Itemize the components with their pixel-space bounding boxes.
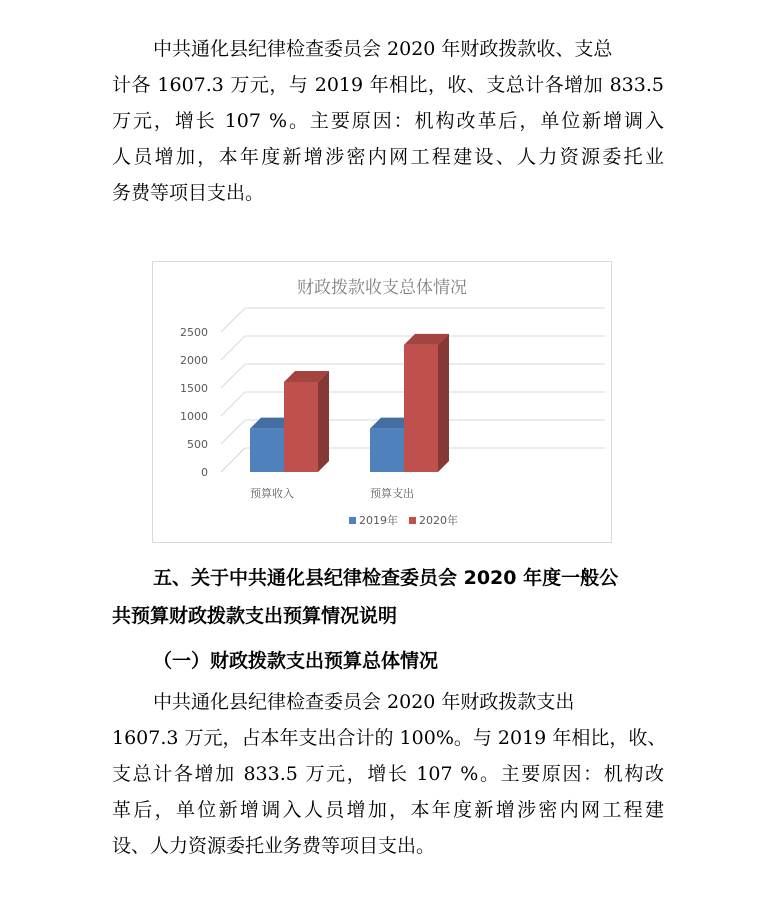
bar-front <box>250 429 284 472</box>
section-heading-line: 五、关于中共通化县纪律检查委员会 2020 年度一般公 <box>153 567 619 589</box>
paragraph-line: 1607.3 万元，占本年支出合计的 100%。与 2019 年相比，收、 <box>112 727 667 749</box>
chart-frame <box>152 261 612 543</box>
subsection-title: （一）财政拨款支出预算总体情况 <box>153 650 439 672</box>
bar-front <box>284 382 318 472</box>
y-tick-label: 500 <box>187 438 208 451</box>
subsection-heading <box>153 643 438 679</box>
legend-label: 2019年 <box>359 514 398 527</box>
x-category-label: 预算支出 <box>370 487 414 500</box>
legend-swatch <box>349 517 356 524</box>
section-heading-line: 共预算财政拨款支出预算情况说明 <box>112 605 398 627</box>
bar-2020 <box>284 371 329 472</box>
bar-2020 <box>404 334 449 472</box>
section-heading-continued <box>112 598 397 634</box>
paragraph-line: 中共通化县纪律检查委员会 2020 年财政拨款收、支总 <box>153 38 613 60</box>
bar-side <box>318 371 329 472</box>
legend-swatch <box>409 517 416 524</box>
gridline <box>221 308 605 332</box>
paragraph-line: 务费等项目支出。 <box>112 182 265 204</box>
paragraph-line: 中共通化县纪律检查委员会 2020 年财政拨款支出 <box>153 691 575 713</box>
paragraph-line: 支总计各增加 833.5 万元，增长 107 %。主要原因：机构改 <box>112 763 664 785</box>
x-category-label: 预算收入 <box>250 487 294 500</box>
paragraph-line: 设、人力资源委托业务费等项目支出。 <box>112 835 436 857</box>
bar-front <box>404 345 438 472</box>
paragraph-expenditure <box>112 684 667 864</box>
y-tick-label: 1000 <box>180 410 208 423</box>
paragraph-line: 革后，单位新增调入人员增加，本年度新增涉密内网工程建 <box>112 799 664 821</box>
y-tick-label: 0 <box>201 466 208 479</box>
paragraph-line: 万元，增长 107 %。主要原因：机构改革后，单位新增调入 <box>112 110 664 132</box>
bar-front <box>370 429 404 472</box>
section-heading <box>153 560 618 596</box>
y-tick-label: 2000 <box>180 354 208 367</box>
legend-label: 2020年 <box>419 514 458 527</box>
bar-side <box>438 334 449 472</box>
bar-chart <box>153 262 611 542</box>
y-tick-label: 2500 <box>180 326 208 339</box>
chart-title: 财政拨款收支总体情况 <box>297 278 467 298</box>
paragraph-line: 人员增加，本年度新增涉密内网工程建设、人力资源委托业 <box>112 146 664 168</box>
paragraph-line: 计各 1607.3 万元，与 2019 年相比，收、支总计各增加 833.5 <box>112 74 664 96</box>
paragraph-funding-summary <box>112 31 664 211</box>
y-tick-label: 1500 <box>180 382 208 395</box>
